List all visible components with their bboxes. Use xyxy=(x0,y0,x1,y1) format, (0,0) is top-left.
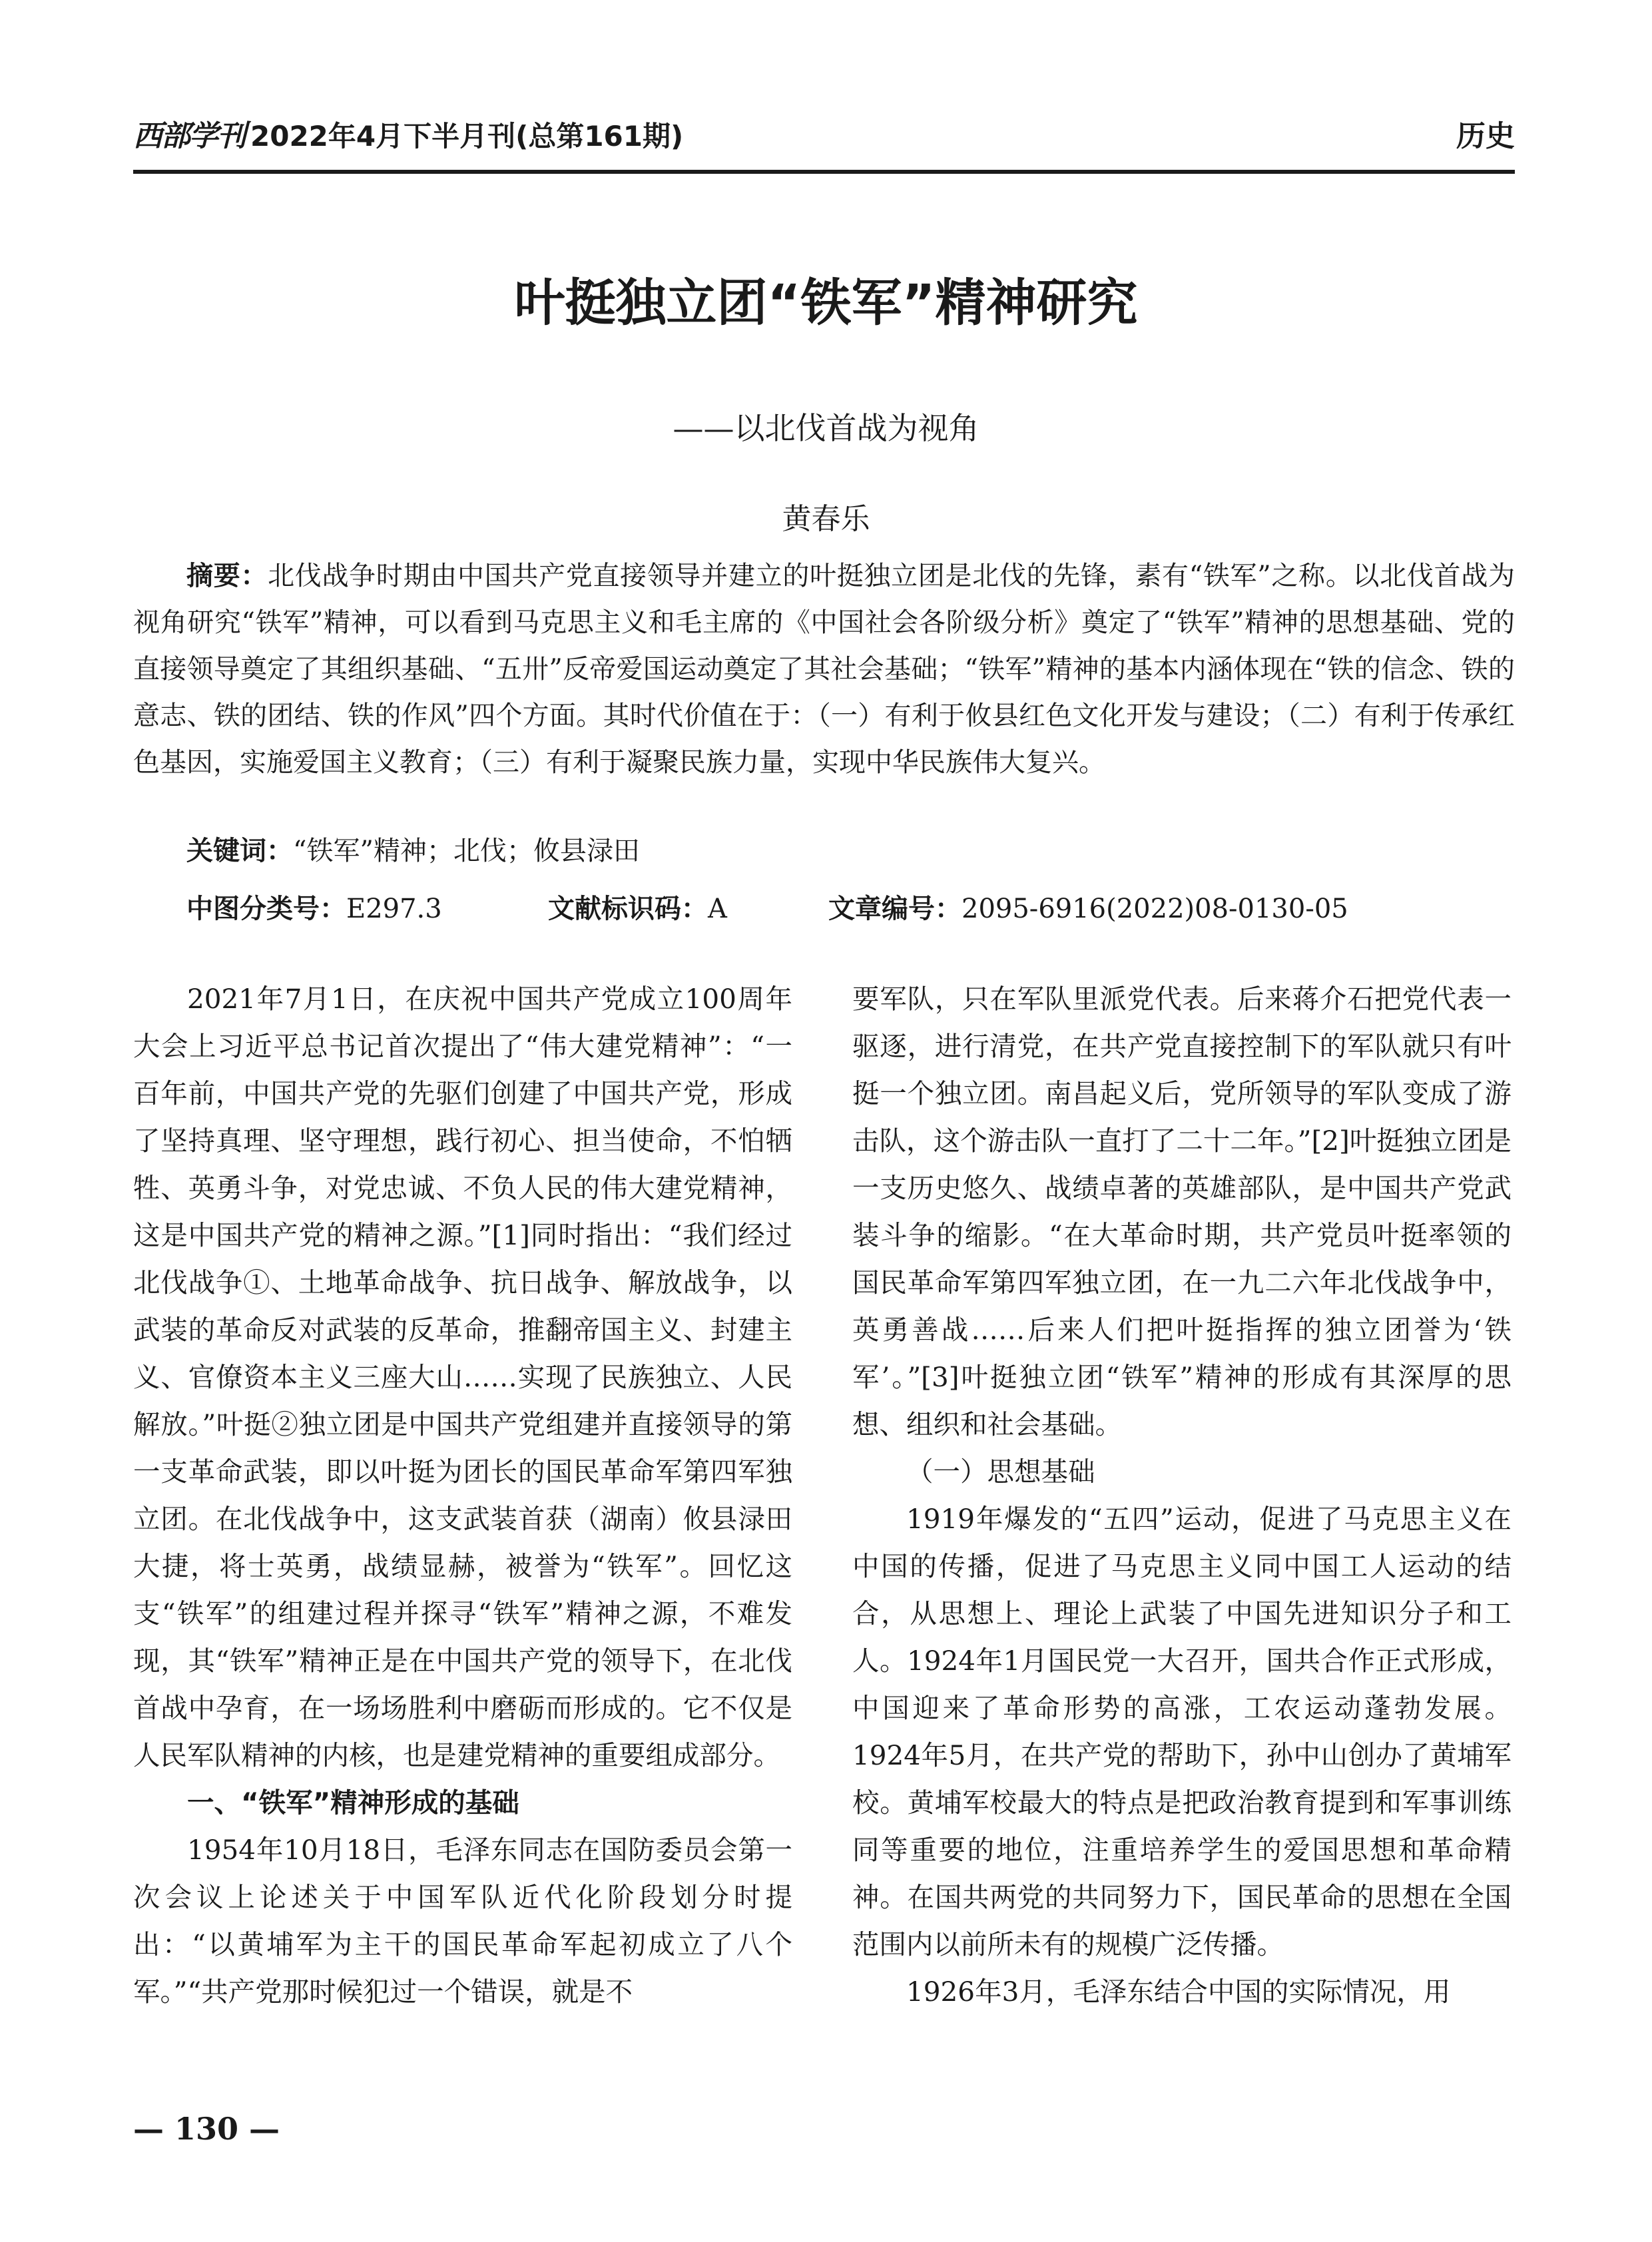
body-paragraph: 1954年10月18日，毛泽东同志在国防委员会第一次会议上论述关于中国军队近代化阶段划分时提出：“以黄埔军为主干的国民革命军起初成立了八个军。”“共产党那时候犯过一个错误，就是不 xyxy=(133,1834,793,2008)
abstract-text: 北伐战争时期由中国共产党直接领导并建立的叶挺独立团是北伐的先锋，素有“铁军”之称。以北伐首战为视角研究“铁军”精神，可以看到马克思主义和毛主席的《中国社会各阶级分析》奠定了“铁军”精神的思想基础、党的直接领导奠定了其组织基础、“五卅”反帝爱国运动奠定了其社会基础；“铁军”精神的基本内涵体现在“铁的信念、铁的意志、铁的团结、铁的作风”四个方面。其时代价值在于：（一）有利于攸县红色文化开发与建设；（二）有利于传承红色基因，实施爱国主义教育；（三）有利于凝聚民族力量，实现中华民族伟大复兴。 xyxy=(133,561,1515,778)
clc-value: E297.3 xyxy=(346,894,442,924)
body-column-left xyxy=(133,976,792,2016)
article-title: 叶挺独立团“铁军”精神研究 xyxy=(514,273,1138,332)
issue-info: 2022年4月下半月刊(总第161期) xyxy=(250,120,684,152)
clc-number xyxy=(186,886,442,932)
section-name: 历史 xyxy=(1456,119,1515,153)
keywords xyxy=(186,828,640,874)
body-paragraph: 2021年7月1日，在庆祝中国共产党成立100周年大会上习近平总书记首次提出了“伟大建党精神”：“一百年前，中国共产党的先驱们创建了中国共产党，形成了坚持真理、坚守理想，践行初心、担当使命，不怕牺牲、英勇斗争，对党忠诚、不负人民的伟大建党精神，这是中国共产党的精神之源。”[1]同时指出：“我们经过北伐战争①、土地革命战争、抗日战争、解放战争，以武装的革命反对武装的反革命，推翻帝国主义、封建主义、官僚资本主义三座大山……实现了民族独立、人民解放。”叶挺②独立团是中国共产党组建并直接领导的第一支革命武装，即以叶挺为团长的国民革命军第四军独立团。在北伐战争中，这支武装首获（湖南）攸县渌田大捷，将士英勇，战绩显赫，被誉为“铁军”。回忆这支“铁军”的组建过程并探寻“铁军”精神之源，不难发现，其“铁军”精神正是在中国共产党的领导下，在北伐首战中孕育，在一场场胜利中磨砺而形成的。它不仅是人民军队精神的内核，也是建党精神的重要组成部分。 xyxy=(133,983,792,1771)
body-column-right xyxy=(852,976,1512,2016)
article-subtitle: ——以北伐首战为视角 xyxy=(673,410,979,446)
clc-label: 中图分类号： xyxy=(186,894,346,924)
subsection-heading: （一）思想基础 xyxy=(906,1456,1095,1488)
page-number: — 130 — xyxy=(133,2111,280,2147)
abstract-label: 摘要： xyxy=(186,561,268,591)
running-header xyxy=(133,113,1515,160)
article-number xyxy=(828,886,1348,932)
body-paragraph: 要军队，只在军队里派党代表。后来蒋介石把党代表一驱逐，进行清党，在共产党直接控制下的军队就只有叶挺一个独立团。南昌起义后，党所领导的军队变成了游击队，这个游击队一直打了二十二年。”[2]叶挺独立团是一支历史悠久、战绩卓著的英雄部队，是中国共产党武装斗争的缩影。“在大革命时期，共产党员叶挺率领的国民革命军第四军独立团，在一九二六年北伐战争中，英勇善战……后来人们把叶挺指挥的独立团誉为‘铁军’。”[3]叶挺独立团“铁军”精神的形成有其深厚的思想、组织和社会基础。 xyxy=(852,983,1512,1440)
body-paragraph: 1919年爆发的“五四”运动，促进了马克思主义在中国的传播，促进了马克思主义同中国工人运动的结合，从思想上、理论上武装了中国先进知识分子和工人。1924年1月国民党一大召开，国共合作正式形成，中国迎来了革命形势的高涨，工农运动蓬勃发展。1924年5月，在共产党的帮助下，孙中山创办了黄埔军校。黄埔军校最大的特点是把政治教育提到和军事训练同等重要的地位，注重培养学生的爱国思想和革命精神。在国共两党的共同努力下，国民革命的思想在全国范围内以前所未有的规模广泛传播。 xyxy=(852,1503,1512,1960)
section-heading: 一、“铁军”精神形成的基础 xyxy=(187,1787,519,1819)
keywords-text: “铁军”精神；北伐；攸县渌田 xyxy=(293,836,640,866)
article-number-value: 2095-6916(2022)08-0130-05 xyxy=(962,894,1348,924)
doc-code-value: A xyxy=(708,894,727,924)
journal-logo: 西部学刊 xyxy=(133,119,245,153)
body-paragraph: 1926年3月，毛泽东结合中国的实际情况，用 xyxy=(906,1976,1451,2008)
abstract xyxy=(133,553,1515,786)
doc-code-label: 文献标识码： xyxy=(548,894,708,924)
article-number-label: 文章编号： xyxy=(828,894,962,924)
keywords-label: 关键词： xyxy=(186,836,293,866)
doc-code xyxy=(548,886,727,932)
author-name: 黄春乐 xyxy=(782,502,870,536)
header-rule xyxy=(133,170,1515,174)
